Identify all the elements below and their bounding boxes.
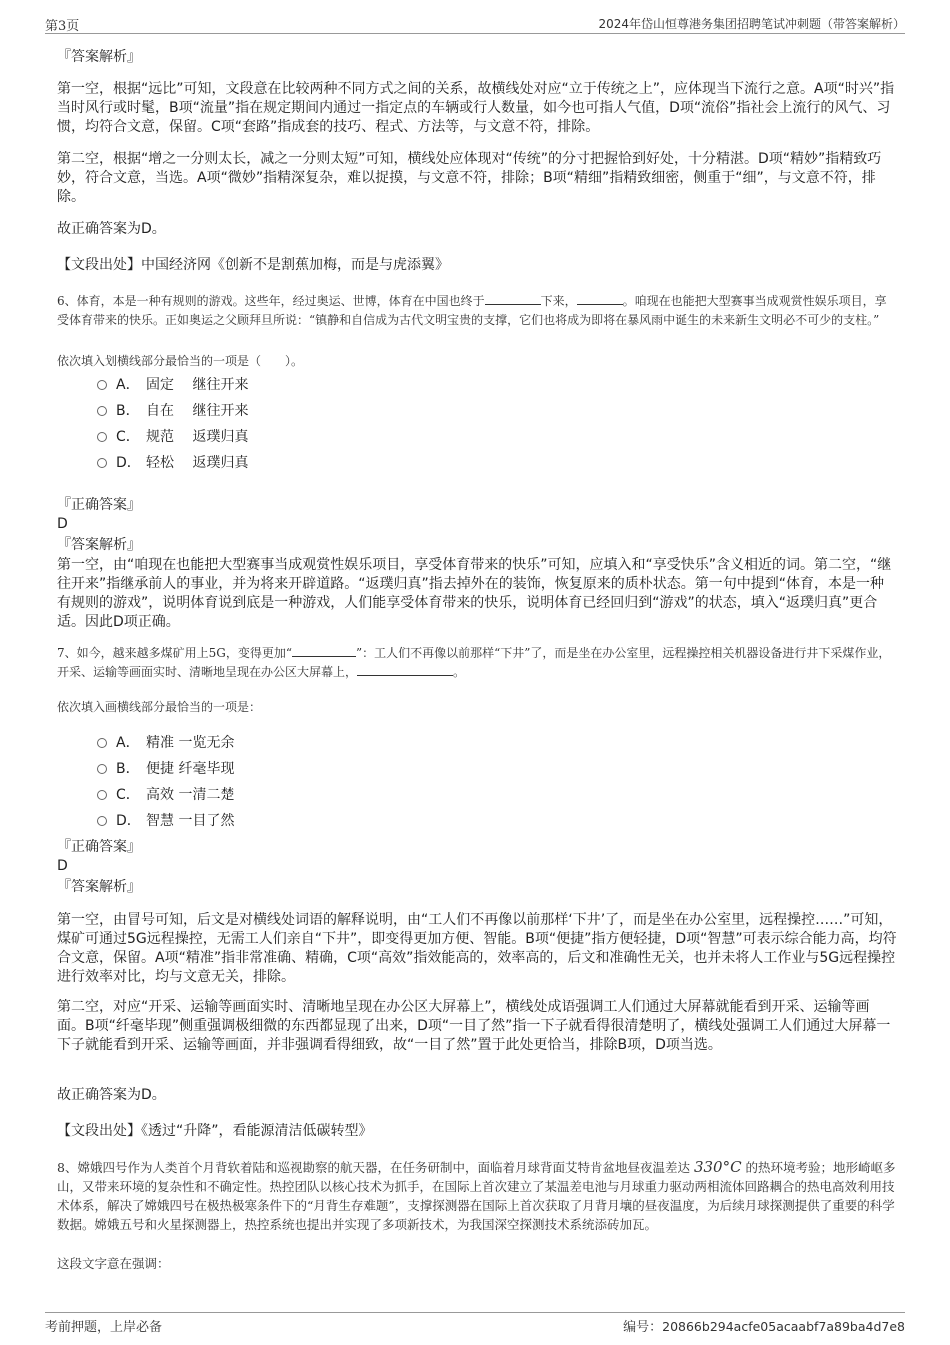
radio-icon[interactable] (97, 738, 107, 748)
q8-stem-part2: 的热环境考验；地形崎岖多山，又带来环境的复杂性和不确定性。热控团队以核心技术为抓手，在国际上首次建立了某温差电池与月球重力驱动两相流体回路耦合的热电高效利用技术体系，解决了嫦娥四号在极热极寒条件下的“月背生存难题”，支撑探测器在国际上首次获取了月背月壤的昼夜温度，为后续月球探测提供了重要的科学数据。嫦娥五号和火星探测器上，热控系统也提出并实现了多项新技术，为我国深空探测技术系统添砖加瓦。 (57, 1160, 896, 1232)
q6-option-c[interactable]: C． 规范 返璞归真 (97, 428, 248, 447)
page-number: 第3页 (45, 19, 80, 34)
q7-stem-part2: ”：工人们不再像以前那样“下井”了，而是坐在办公室里，远程操控相关机器设备进行井下采煤作业，开采、运输等画面实时、清晰地呈现在办公区大屏幕上， (57, 646, 891, 679)
q5-source: 【文段出处】中国经济网《创新不是割蕉加梅，而是与虎添翼》 (57, 257, 449, 273)
q7-conclusion: 故正确答案为D。 (57, 1087, 166, 1103)
q6-blank-2 (577, 292, 623, 305)
footer-code-label: 编号： (623, 1320, 663, 1335)
radio-icon[interactable] (97, 816, 107, 826)
q8-temperature: 330°C (693, 1158, 742, 1176)
q7-stem-part1: 7、如今，越来越多煤矿用上5G，变得更加“ (57, 646, 292, 660)
q6-prompt: 依次填入划横线部分最恰当的一项是（ ）。 (57, 354, 304, 368)
footer-code-value: 20866b294acfe05acaabf7a89ba4d7e8 (662, 1319, 905, 1334)
radio-icon[interactable] (97, 406, 107, 416)
q6-stem-part1: 6、体育，本是一种有规则的游戏。这些年，经过奥运、世博，体育在中国也终于 (57, 294, 485, 308)
page-header (45, 13, 905, 34)
q7-stem (57, 644, 897, 682)
radio-icon[interactable] (97, 790, 107, 800)
q7-source: 【文段出处】《透过“升降”，看能源清洁低碳转型》 (57, 1123, 373, 1139)
q6-option-a[interactable]: A． 固定 继往开来 (97, 376, 248, 395)
q5-analysis-para1: 第一空，根据“远比”可知，文段意在比较两种不同方式之间的关系，故横线处对应“立于传统之上”，应体现当下流行之意。A项“时兴”指当时风行或时髦，B项“流量”指在规定期间内通过一指定点的车辆或行人数量，如今也可指人气值，D项“流俗”指社会上流行的风气、习惯，均符合文意，保留。C项“套路”指成套的技巧、程式、方法等，与文意不符，排除。 (57, 81, 895, 135)
q7-answer: D (57, 858, 68, 874)
q8-prompt: 这段文字意在强调： (57, 1256, 170, 1271)
q6-answer-label: 『正确答案』 (57, 497, 141, 513)
q7-analysis-para1: 第一空，由冒号可知，后文是对横线处词语的解释说明，由“工人们不再像以前那样‘下井’了，而是坐在办公室里，远程操控……”可知，煤矿可通过5G远程操控，无需工人们亲自“下井”，即变得更加方便、智能。B项“便捷”指方便轻捷，D项“智慧”可表示综合能力高，均符合文意，保留。A项“精准”指非常准确、精确，C项“高效”指效能高的，效率高的，后文和准确性无关，也并未将人工作业与5G远程操控进行效率对比，均与文意无关，排除。 (57, 912, 897, 985)
radio-icon[interactable] (97, 764, 107, 774)
q7-analysis-para2: 第二空，对应“开采、运输等画面实时、清晰地呈现在办公区大屏幕上”，横线处成语强调工人们通过大屏幕就能看到开采、运输等画面。B项“纤毫毕现”侧重强调极细微的东西都显现了出来，D项“一目了然”指一下子就看得很清楚明了，横线处强调工人们通过大屏幕一下子就能看到开采、运输等画面，并非强调看得细致，故“一目了然”置于此处更恰当，排除B项，D项当选。 (57, 999, 891, 1053)
q6-analysis-label: 『答案解析』 (57, 537, 141, 553)
q5-analysis-label: 『答案解析』 (57, 49, 141, 65)
q5-conclusion: 故正确答案为D。 (57, 221, 166, 237)
q6-analysis: 第一空，由“咱现在也能把大型赛事当成观赏性娱乐项目，享受体育带来的快乐”可知，应填入和“享受快乐”含义相近的词。第二空，“继往开来”指继承前人的事业，并为将来开辟道路。“返璞归真”指去掉外在的装饰，恢复原来的质朴状态。第一句中提到“体育，本是一种有规则的游戏”，说明体育说到底是一种游戏，人们能享受体育带来的快乐，说明体育已经回归到“游戏”的状态，填入“返璞归真”更合适。因此D项正确。 (57, 557, 892, 630)
q7-answer-label: 『正确答案』 (57, 839, 141, 855)
q7-stem-part3: 。 (453, 665, 466, 679)
q7-blank-2 (357, 663, 453, 676)
q7-option-a[interactable]: A． 精准 一览无余 (97, 734, 234, 753)
radio-icon[interactable] (97, 432, 107, 442)
q6-stem-part2: 下来， (540, 294, 577, 308)
page-footer (45, 1312, 905, 1333)
q8-stem (57, 1158, 897, 1234)
q6-stem (57, 292, 897, 330)
q6-stem-part3: 。咱现在也能把大型赛事当成观赏性娱乐项目，享受体育带来的快乐。正如奥运之父顾拜旦所说：“镇静和自信成为古代文明宝贵的支撑，它们也将成为即将在暴风雨中诞生的未来新生文明必不可少的支柱。” (57, 294, 887, 327)
q6-blank-1 (485, 292, 541, 305)
q7-option-b[interactable]: B． 便捷 纤毫毕现 (97, 760, 234, 779)
q7-blank-1 (292, 644, 356, 657)
q8-stem-part1: 8、嫦娥四号作为人类首个月背软着陆和巡视勘察的航天器，在任务研制中，面临着月球背面艾特肯盆地昼夜温差达 (57, 1160, 690, 1175)
q5-analysis-para2: 第二空，根据“增之一分则太长，减之一分则太短”可知，横线处应体现对“传统”的分寸把握恰到好处，十分精湛。D项“精妙”指精致巧妙，符合文意，当选。A项“微妙”指精深复杂，难以捉摸，与文意不符，排除；B项“精细”指精致细密，侧重于“细”，与文意不符，排除。 (57, 151, 882, 205)
q6-answer: D (57, 516, 68, 532)
q7-option-d[interactable]: D． 智慧 一目了然 (97, 812, 234, 831)
radio-icon[interactable] (97, 458, 107, 468)
q7-prompt: 依次填入画横线部分最恰当的一项是： (57, 700, 262, 714)
q7-analysis-label: 『答案解析』 (57, 879, 141, 895)
radio-icon[interactable] (97, 380, 107, 390)
footer-slogan: 考前押题，上岸必备 (45, 1320, 163, 1335)
footer-code (623, 1316, 905, 1335)
q6-option-b[interactable]: B． 自在 继往开来 (97, 402, 248, 421)
q6-option-d[interactable]: D． 轻松 返璞归真 (97, 454, 248, 473)
document-title: 2024年岱山恒尊港务集团招聘笔试冲刺题（带答案解析） (598, 17, 905, 31)
q7-option-c[interactable]: C． 高效 一清二楚 (97, 786, 234, 805)
